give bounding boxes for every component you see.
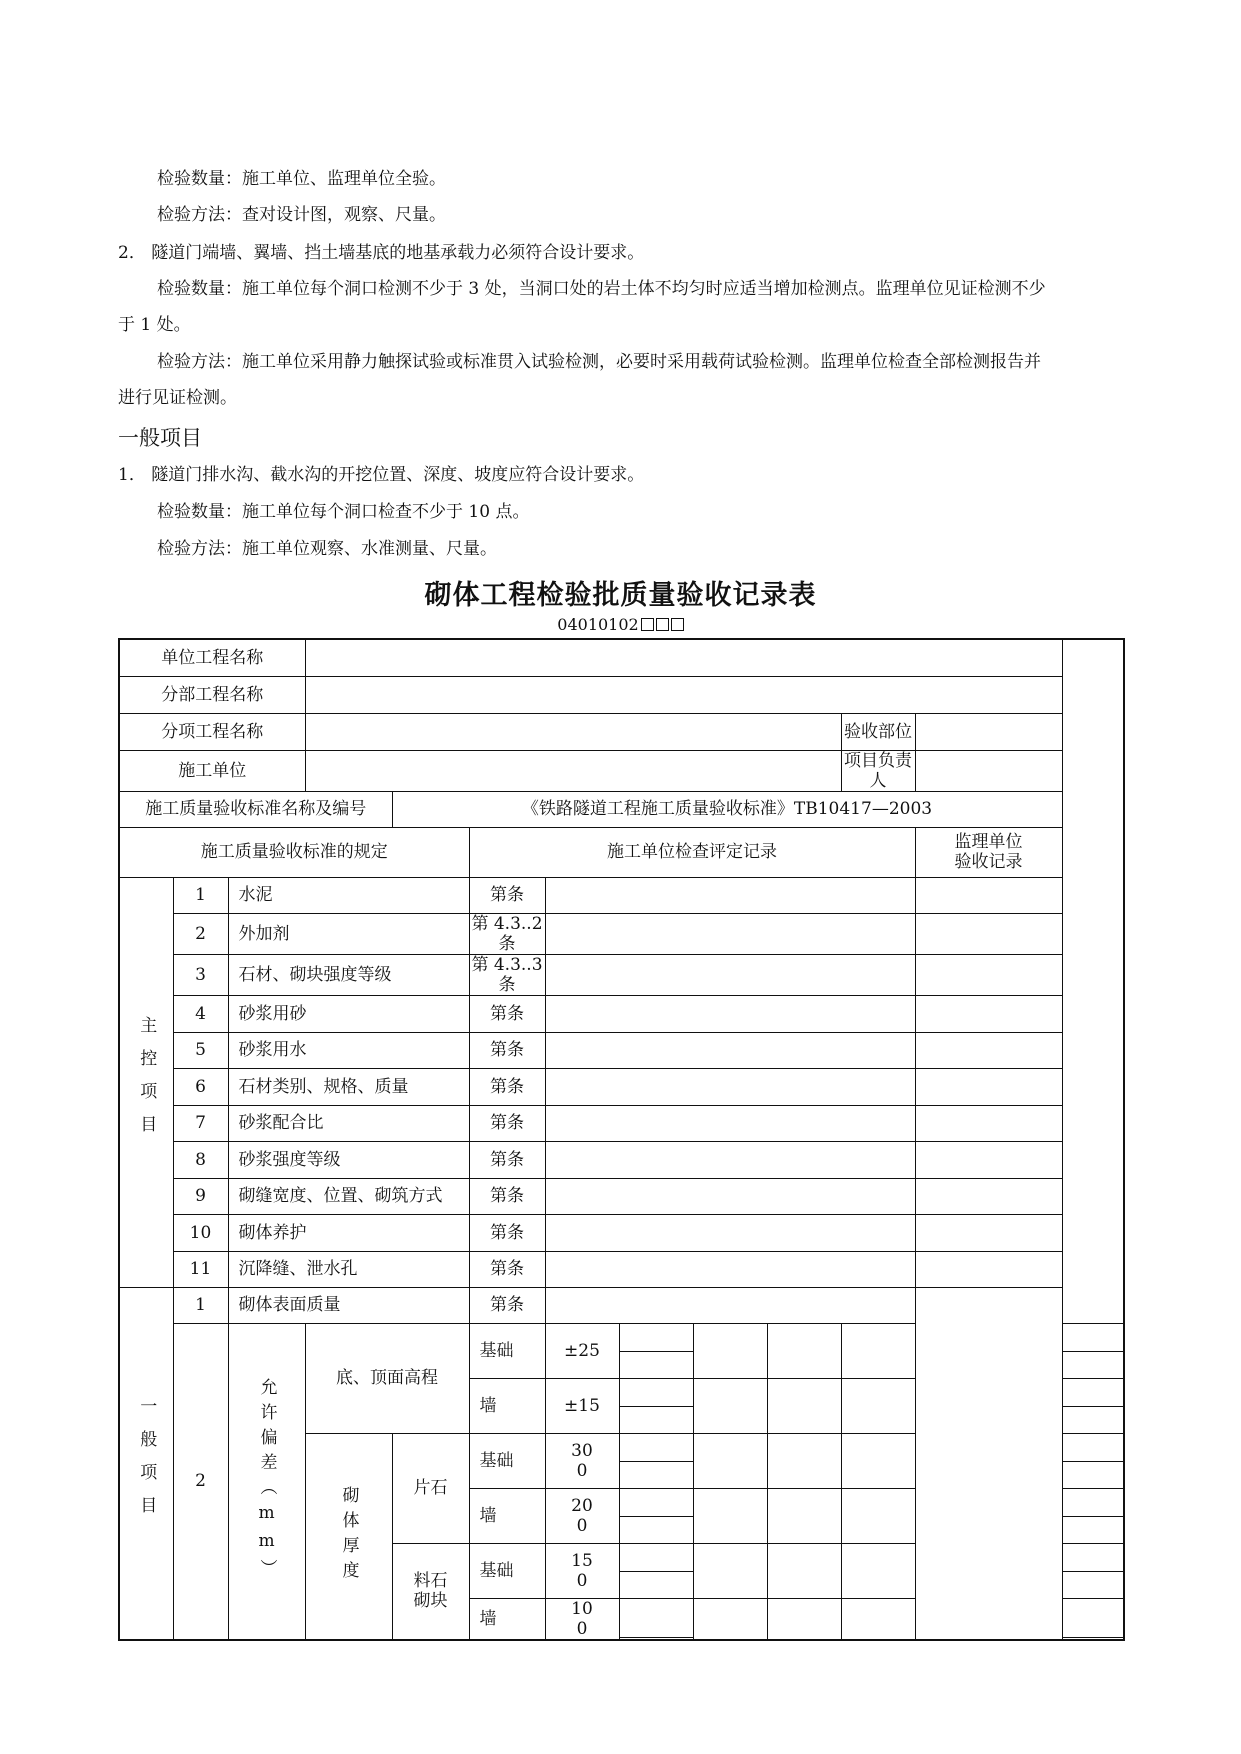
unit-project-field[interactable]: [305, 639, 1062, 676]
main-item-check-cell[interactable]: [545, 1141, 915, 1178]
main-item-clause: 第条: [469, 1141, 545, 1178]
general-supervisor-cell[interactable]: [915, 1287, 1062, 1640]
main-item-clause: 第条: [469, 1178, 545, 1214]
form-code: [0, 615, 1241, 634]
main-item-clause: 第 4.3..3 条: [469, 954, 545, 995]
main-item-no: 2: [173, 913, 228, 954]
item-2-qty-text: 检验数量：施工单位每个洞口检测不少于 3 处，当洞口处的岩土体不均匀时应适当增加检测点。监理单位见证检测不少: [157, 279, 1046, 299]
main-item-check-cell[interactable]: [545, 1068, 915, 1105]
main-item-supervisor-cell[interactable]: [915, 1068, 1062, 1105]
measure-cell[interactable]: [693, 1378, 767, 1433]
intro-qty-text: 检验数量：施工单位、监理单位全验。: [157, 169, 446, 189]
base-label: 基础: [469, 1543, 545, 1598]
measure-cell[interactable]: [619, 1516, 693, 1543]
standard-name-value: 《铁路隧道工程施工质量验收标准》TB10417—2003: [392, 791, 1062, 827]
sub-project-field[interactable]: [305, 676, 1062, 713]
base-label: 基础: [469, 1433, 545, 1488]
main-item-check-cell[interactable]: [545, 954, 915, 995]
general-item-no: 1: [173, 1287, 228, 1323]
supervisor-header: [915, 827, 1062, 877]
contractor-label: 施工单位: [119, 750, 305, 791]
main-item-clause: 第条: [469, 1214, 545, 1251]
measure-cell[interactable]: [1062, 1323, 1124, 1351]
measure-cell[interactable]: [1062, 1637, 1124, 1639]
measure-cell[interactable]: [619, 1543, 693, 1571]
main-item-clause: 第条: [469, 995, 545, 1032]
main-item-supervisor-cell[interactable]: [915, 1105, 1062, 1141]
measure-cell[interactable]: [1062, 1378, 1124, 1406]
item-2-method-text-cont: 进行见证检测。: [118, 388, 237, 408]
main-item-check-cell[interactable]: [545, 913, 915, 954]
general-items-label: 一般项目: [119, 1287, 173, 1640]
measure-cell[interactable]: [619, 1378, 693, 1406]
general-item-check-cell[interactable]: [545, 1287, 915, 1323]
main-item-name: 石材、砌块强度等级: [228, 954, 469, 995]
main-item-supervisor-cell[interactable]: [915, 877, 1062, 913]
measure-cell[interactable]: [619, 1598, 693, 1637]
rule-header: 施工质量验收标准的规定: [119, 827, 469, 877]
project-leader-field[interactable]: [915, 750, 1062, 791]
measure-cell[interactable]: [619, 1461, 693, 1488]
general-item-name: 砌体表面质量: [228, 1287, 469, 1323]
main-item-check-cell[interactable]: [545, 1251, 915, 1287]
main-item-check-cell[interactable]: [545, 1178, 915, 1214]
measure-cell[interactable]: [1062, 1488, 1124, 1516]
main-item-clause: 第条: [469, 877, 545, 913]
main-item-no: 1: [173, 877, 228, 913]
measure-cell[interactable]: [619, 1637, 693, 1639]
general-item-1-method: 检验方法：施工单位观察、水准测量、尺量。: [157, 539, 497, 559]
item-2-text: 2． 隧道门端墙、翼墙、挡土墙基底的地基承载力必须符合设计要求。: [118, 243, 645, 263]
main-item-clause: 第条: [469, 1105, 545, 1141]
main-item-name: 砌体养护: [228, 1214, 469, 1251]
measure-cell[interactable]: [1062, 1406, 1124, 1433]
item-2-method-text: 检验方法：施工单位采用静力触探试验或标准贯入试验检测，必要时采用载荷试验检测。监理单位检查全部检测报告并: [157, 352, 1041, 372]
measure-cell[interactable]: [1062, 1598, 1124, 1637]
main-item-name: 水泥: [228, 877, 469, 913]
main-item-no: 3: [173, 954, 228, 995]
main-item-no: 10: [173, 1214, 228, 1251]
main-item-clause: 第条: [469, 1251, 545, 1287]
tolerance-value: ±25: [545, 1323, 619, 1378]
measure-cell[interactable]: [619, 1571, 693, 1598]
item-project-field[interactable]: [305, 713, 841, 750]
sub-project-label: 分部工程名称: [119, 676, 305, 713]
main-item-name: 外加剂: [228, 913, 469, 954]
main-item-supervisor-cell[interactable]: [915, 1178, 1062, 1214]
supervisor-header-line1: 监理单位: [954, 832, 1023, 852]
measure-cell[interactable]: [767, 1323, 841, 1378]
main-item-clause: 第 4.3..2 条: [469, 913, 545, 954]
measure-cell[interactable]: [767, 1488, 841, 1543]
form-code-number: 04010102: [557, 615, 639, 634]
measure-cell[interactable]: [693, 1543, 767, 1598]
unit-project-label: 单位工程名称: [119, 639, 305, 676]
tolerance-value: 10 0: [545, 1598, 619, 1640]
measure-cell[interactable]: [693, 1323, 767, 1378]
main-item-supervisor-cell[interactable]: [915, 1141, 1062, 1178]
rubble-label: 片石: [392, 1433, 469, 1543]
main-item-clause: 第条: [469, 1032, 545, 1068]
measure-cell[interactable]: [619, 1323, 693, 1351]
code-box-icon: [656, 618, 669, 631]
main-item-supervisor-cell[interactable]: [915, 1032, 1062, 1068]
acceptance-record-table: [118, 638, 1125, 1641]
measure-cell[interactable]: [693, 1488, 767, 1543]
measure-cell[interactable]: [1062, 1433, 1124, 1461]
main-item-no: 9: [173, 1178, 228, 1214]
standard-name-label: 施工质量验收标准名称及编号: [119, 791, 392, 827]
tolerance-value: 20 0: [545, 1488, 619, 1543]
main-item-check-cell[interactable]: [545, 1032, 915, 1068]
measure-cell[interactable]: [619, 1351, 693, 1378]
form-title: 砌体工程检验批质量验收记录表: [424, 580, 817, 611]
tolerance-value: 30 0: [545, 1433, 619, 1488]
ashlar-label: 料石 砌块: [392, 1543, 469, 1640]
measure-cell[interactable]: [1062, 1543, 1124, 1571]
contractor-field[interactable]: [305, 750, 841, 791]
measure-cell[interactable]: [619, 1488, 693, 1516]
measure-cell[interactable]: [767, 1378, 841, 1433]
measure-cell[interactable]: [693, 1433, 767, 1488]
measure-cell[interactable]: [841, 1543, 915, 1598]
measure-cell[interactable]: [767, 1433, 841, 1488]
item-project-label: 分项工程名称: [119, 713, 305, 750]
main-item-no: 4: [173, 995, 228, 1032]
main-item-check-cell[interactable]: [545, 877, 915, 913]
main-items-label: 主控项目: [119, 877, 173, 1287]
main-item-no: 6: [173, 1068, 228, 1105]
main-item-name: 砌缝宽度、位置、砌筑方式: [228, 1178, 469, 1214]
measure-cell[interactable]: [1062, 1516, 1124, 1543]
measure-cell[interactable]: [767, 1598, 841, 1640]
main-item-supervisor-cell[interactable]: [915, 995, 1062, 1032]
code-box-icon: [641, 618, 654, 631]
measure-cell[interactable]: [841, 1323, 915, 1378]
thickness-label: 砌体厚度: [305, 1433, 392, 1640]
main-item-supervisor-cell[interactable]: [915, 1214, 1062, 1251]
measure-cell[interactable]: [1062, 1461, 1124, 1488]
contractor-check-header: 施工单位检查评定记录: [469, 827, 915, 877]
main-item-name: 石材类别、规格、质量: [228, 1068, 469, 1105]
main-item-name: 砂浆强度等级: [228, 1141, 469, 1178]
main-item-clause: 第条: [469, 1068, 545, 1105]
accept-part-label: 验收部位: [841, 713, 915, 750]
main-item-check-cell[interactable]: [545, 995, 915, 1032]
main-item-no: 5: [173, 1032, 228, 1068]
measure-cell[interactable]: [693, 1598, 767, 1640]
main-item-name: 沉降缝、泄水孔: [228, 1251, 469, 1287]
measure-cell[interactable]: [841, 1488, 915, 1543]
tolerance-value: 15 0: [545, 1543, 619, 1598]
measure-cell[interactable]: [841, 1433, 915, 1488]
measure-cell[interactable]: [1062, 1351, 1124, 1378]
main-item-name: 砂浆用水: [228, 1032, 469, 1068]
measure-cell[interactable]: [841, 1378, 915, 1433]
wall-label: 墙: [469, 1488, 545, 1543]
intro-method-text: 检验方法：查对设计图，观察、尺量。: [157, 205, 446, 225]
tolerance-value: ±15: [545, 1378, 619, 1433]
general-items-heading: 一般项目: [118, 426, 202, 450]
main-item-supervisor-cell[interactable]: [915, 1251, 1062, 1287]
measure-cell[interactable]: [619, 1433, 693, 1461]
general-item-clause: 第条: [469, 1287, 545, 1323]
code-box-icon: [671, 618, 684, 631]
measure-cell[interactable]: [619, 1406, 693, 1433]
general-item-no: 2: [173, 1323, 228, 1640]
wall-label: 墙: [469, 1378, 545, 1433]
allow-dev-label: 允许偏差（mm）: [228, 1323, 305, 1640]
general-item-1-qty: 检验数量：施工单位每个洞口检查不少于 10 点。: [157, 502, 530, 522]
general-item-1-text: 1． 隧道门排水沟、截水沟的开挖位置、深度、坡度应符合设计要求。: [118, 465, 645, 485]
measure-cell[interactable]: [841, 1598, 915, 1640]
elevation-label: 底、顶面高程: [305, 1323, 469, 1433]
supervisor-header-line2: 验收记录: [954, 852, 1023, 872]
measure-cell[interactable]: [767, 1543, 841, 1598]
main-item-check-cell[interactable]: [545, 1105, 915, 1141]
measure-cell[interactable]: [1062, 1571, 1124, 1598]
main-item-no: 8: [173, 1141, 228, 1178]
accept-part-field[interactable]: [915, 713, 1062, 750]
main-item-check-cell[interactable]: [545, 1214, 915, 1251]
wall-label: 墙: [469, 1598, 545, 1640]
main-item-name: 砂浆配合比: [228, 1105, 469, 1141]
item-2-qty-text-cont: 于 1 处。: [118, 315, 191, 335]
main-item-no: 7: [173, 1105, 228, 1141]
base-label: 基础: [469, 1323, 545, 1378]
main-item-supervisor-cell[interactable]: [915, 954, 1062, 995]
main-item-name: 砂浆用砂: [228, 995, 469, 1032]
main-item-supervisor-cell[interactable]: [915, 913, 1062, 954]
project-leader-label: 项目负责人: [841, 750, 915, 791]
main-item-no: 11: [173, 1251, 228, 1287]
